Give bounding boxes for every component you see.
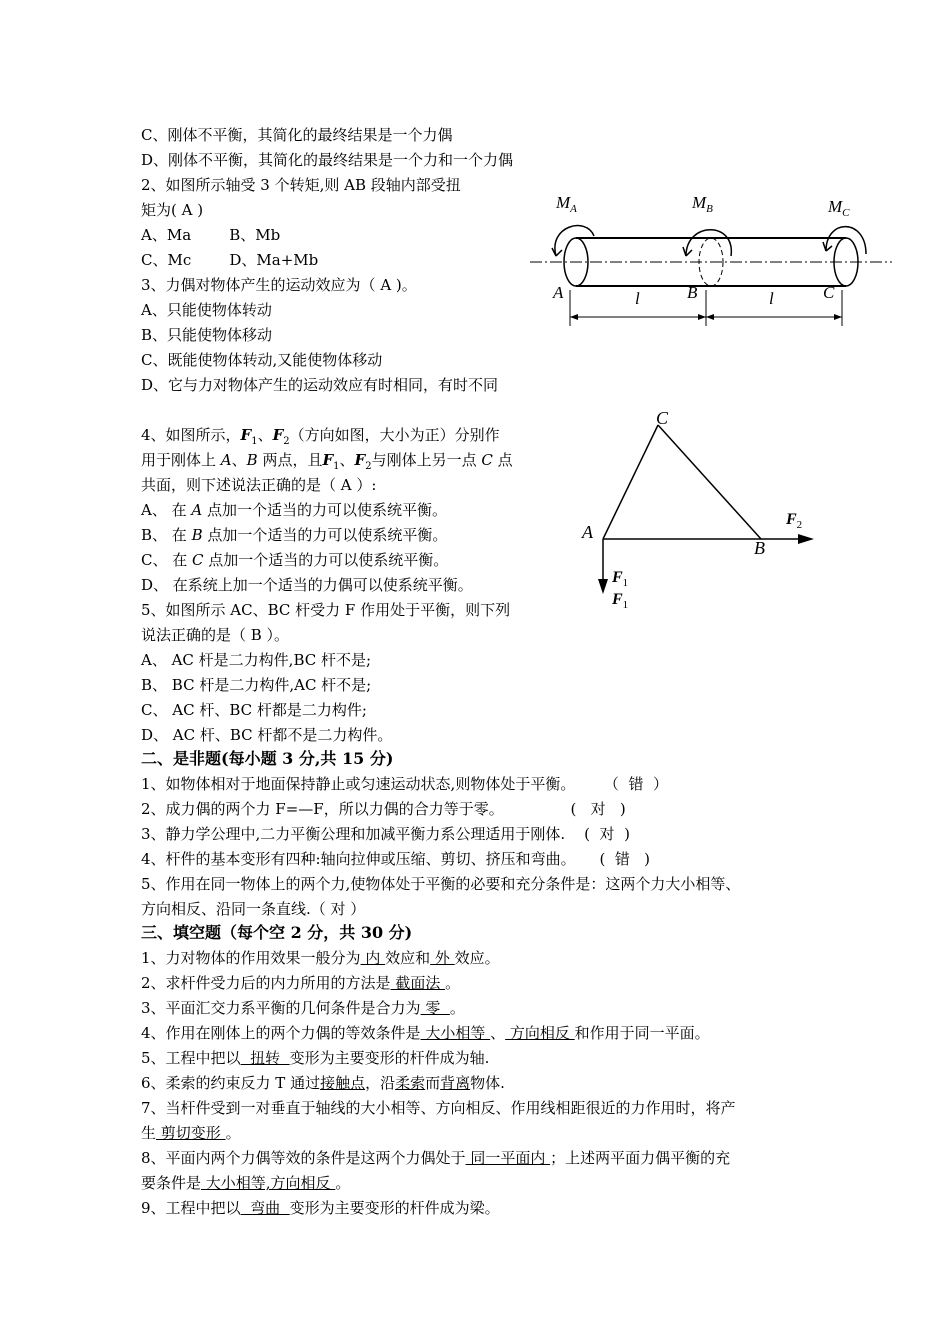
q4-stem-line1: 4、如图所示，$F_1$、$F_2$（方向如图，大小为正）分别作 — [141, 426, 500, 447]
label-length-1: l — [635, 289, 640, 308]
fill-item-1: 1、力对物体的作用效果一般分为 内 效应和 外 效应。 — [141, 949, 500, 967]
q5-stem-line1: 5、如图所示 AC、BC 杆受力 F 作用处于平衡，则下列 — [141, 601, 511, 619]
label-mb: $M_B$ — [692, 193, 713, 215]
q5-option-b: B、 BC 杆是二力构件,AC 杆不是; — [141, 676, 372, 694]
label-mc: $M_C$ — [828, 197, 850, 219]
q5-stem-line2: 说法正确的是（ B ）。 — [141, 626, 290, 644]
rod-ac — [603, 425, 658, 539]
q4-option-c: C、 在 C 点加一个适当的力可以使系统平衡。 — [141, 551, 449, 569]
torque-arc-c — [826, 227, 866, 254]
tf-item-3: 3、静力学公理中,二力平衡公理和加减平衡力系公理适用于刚体. ( 对 ) — [141, 825, 630, 843]
label-f2: $F_2$ — [786, 511, 803, 531]
f1-arrow-icon — [598, 579, 608, 594]
q2-stem-line2: 矩为( A ) — [141, 201, 204, 219]
q5-option-d: D、 AC 杆、BC 杆都不是二力构件。 — [141, 726, 393, 744]
label-point-a: A — [553, 283, 564, 302]
tf-item-4: 4、杆件的基本变形有四种:轴向拉伸或压缩、剪切、挤压和弯曲。 ( 错 ) — [141, 850, 650, 868]
triangle-force-figure — [576, 404, 826, 610]
label-c: C — [656, 408, 669, 428]
label-point-b: B — [687, 283, 698, 302]
q2-stem-line1: 2、如图所示轴受 3 个转矩,则 AB 段轴内部受扭 — [141, 176, 461, 194]
q4-option-b: B、 在 B 点加一个适当的力可以使系统平衡。 — [141, 526, 448, 544]
rod-bc — [658, 425, 761, 539]
q1-option-c: C、刚体不平衡，其简化的最终结果是一个力偶 — [141, 126, 453, 144]
q3-option-b: B、只能使物体移动 — [141, 326, 273, 344]
q4-option-d: D、 在系统上加一个适当的力偶可以使系统平衡。 — [141, 576, 473, 594]
fill-item-2: 2、求杆件受力后的内力所用的方法是 截面法 。 — [141, 974, 461, 992]
torque-arrow-a-icon — [552, 248, 562, 256]
shaft-torque-figure — [526, 186, 896, 331]
q4-option-a: A、 在 A 点加一个适当的力可以使系统平衡。 — [141, 501, 448, 519]
q3-option-a: A、只能使物体转动 — [141, 301, 272, 319]
q2-options-line2: C、Mc D、Ma+Mb — [141, 251, 319, 269]
q5-option-a: A、 AC 杆是二力构件,BC 杆不是; — [141, 651, 372, 669]
q4-stem-line3: 共面，则下述说法正确的是（ A ）: — [141, 476, 377, 494]
q3-option-c: C、既能使物体转动,又能使物体移动 — [141, 351, 383, 369]
label-f1: $F_1$ — [612, 569, 629, 589]
tf-item-1: 1、如物体相对于地面保持静止或匀速运动状态,则物体处于平衡。 （ 错 ） — [141, 775, 668, 793]
fill-item-7-line1: 7、当杆件受到一对垂直于轴线的大小相等、方向相反、作用线相距很近的力作用时，将产 — [141, 1099, 736, 1117]
fill-item-7-line2: 生 剪切变形 。 — [141, 1124, 241, 1142]
q4-stem-line2: 用于刚体上 A、B 两点，且$F_1$、$F_2$与刚体上另一点 C 点 — [141, 451, 513, 472]
fill-item-5: 5、工程中把以 扭转 变形为主要变形的杆件成为轴. — [141, 1049, 490, 1067]
q2-options-line1: A、Ma B、Mb — [141, 226, 281, 244]
q3-stem: 3、力偶对物体产生的运动效应为（ A )。 — [141, 276, 417, 294]
label-b: B — [754, 538, 765, 558]
f2-arrow-icon — [798, 534, 814, 544]
label-length-2: l — [769, 289, 774, 308]
tf-item-2: 2、成力偶的两个力 F=—F，所以力偶的合力等于零。 ( 对 ) — [141, 800, 626, 818]
tf-item-5-line1: 5、作用在同一物体上的两个力,使物体处于平衡的必要和充分条件是：这两个力大小相等、 — [141, 875, 741, 893]
q1-option-d: D、刚体不平衡，其简化的最终结果是一个力和一个力偶 — [141, 151, 514, 169]
fill-item-8-line2: 要条件是 大小相等,方向相反 。 — [141, 1174, 351, 1192]
q3-option-d: D、它与力对物体产生的运动效应有时相同，有时不同 — [141, 376, 499, 394]
section2-title: 二、是非题(每小题 3 分,共 15 分) — [141, 749, 394, 768]
fill-item-4: 4、作用在刚体上的两个力偶的等效条件是 大小相等 、 方向相反 和作用于同一平面。 — [141, 1024, 710, 1042]
fill-item-9: 9、工程中把以 弯曲 变形为主要变形的杆件成为梁。 — [141, 1199, 500, 1217]
fill-item-6: 6、柔索的约束反力 T 通过接触点，沿柔索而背离物体. — [141, 1074, 505, 1092]
tf-item-5-line2: 方向相反、沿同一条直线.（ 对 ） — [141, 900, 366, 918]
fill-item-8-line1: 8、平面内两个力偶等效的条件是这两个力偶处于 同一平面内 ；上述两平面力偶平衡的充 — [141, 1149, 731, 1167]
label-ma: $M_A$ — [556, 193, 577, 215]
fill-item-3: 3、平面汇交力系平衡的几何条件是合力为 零 。 — [141, 999, 465, 1017]
q5-option-c: C、 AC 杆、BC 杆都是二力构件; — [141, 701, 367, 719]
section3-title: 三、填空题（每个空 2 分，共 30 分) — [141, 923, 413, 942]
label-a: A — [582, 522, 593, 542]
label-f1-repeat: $F_1$ — [612, 591, 629, 610]
torque-arc-b — [686, 230, 731, 256]
label-point-c: C — [823, 283, 835, 302]
